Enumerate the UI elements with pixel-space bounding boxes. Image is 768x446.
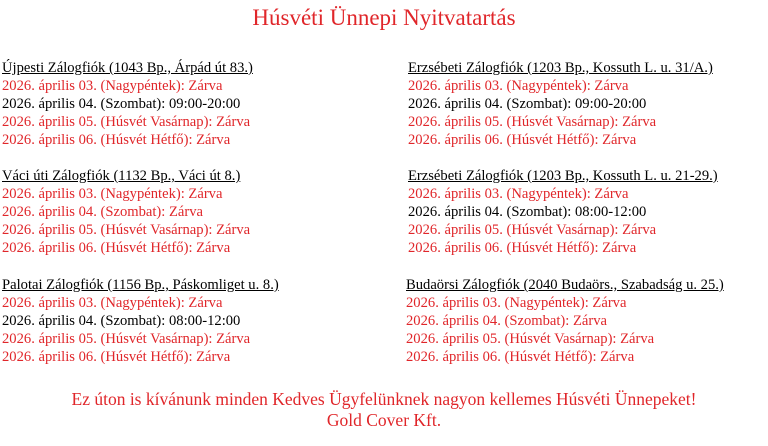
branch-ujpest (2, 59, 253, 149)
branch-vaci (2, 167, 250, 257)
branch-title: Budaörsi Zálogfiók (2040 Budaörs., Szabadság u. 25.) (406, 277, 724, 293)
hours-line: 2026. április 06. (Húsvét Hétfő): Zárva (406, 349, 635, 365)
hours-line: 2026. április 06. (Húsvét Hétfő): Zárva (2, 349, 231, 365)
hours-line: 2026. április 04. (Szombat): Zárva (406, 313, 608, 329)
hours-line: 2026. április 05. (Húsvét Vasárnap): Zárva (406, 331, 655, 347)
hours-line: 2026. április 06. (Húsvét Hétfő): Zárva (408, 132, 637, 148)
hours-line: 2026. április 05. (Húsvét Vasárnap): Zárva (408, 114, 657, 130)
hours-line: 2026. április 03. (Nagypéntek): Zárva (2, 295, 223, 311)
hours-line: 2026. április 03. (Nagypéntek): Zárva (2, 78, 223, 94)
hours-line: 2026. április 06. (Húsvét Hétfő): Zárva (408, 240, 637, 256)
hours-line: 2026. április 05. (Húsvét Vasárnap): Zárva (2, 114, 251, 130)
branch-palotai (2, 276, 279, 366)
branch-erzsebet-21-29 (408, 167, 718, 257)
branch-title: Palotai Zálogfiók (1156 Bp., Páskomliget u. 8.) (2, 277, 279, 293)
company-name: Gold Cover Kft. (326, 410, 442, 430)
closing-message: Ez úton is kívánunk minden Kedves Ügyfelünknek nagyon kellemes Húsvéti Ünnepeket! (71, 389, 697, 409)
branch-budaors (406, 276, 724, 366)
branch-title: Újpesti Zálogfiók (1043 Bp., Árpád út 83.) (2, 60, 253, 76)
hours-line: 2026. április 04. (Szombat): Zárva (2, 204, 204, 220)
hours-line: 2026. április 06. (Húsvét Hétfő): Zárva (2, 132, 231, 148)
hours-line: 2026. április 03. (Nagypéntek): Zárva (408, 186, 629, 202)
hours-line: 2026. április 03. (Nagypéntek): Zárva (2, 186, 223, 202)
hours-line: 2026. április 04. (Szombat): 08:00-12:00 (2, 313, 241, 329)
hours-line: 2026. április 03. (Nagypéntek): Zárva (406, 295, 627, 311)
hours-line: 2026. április 05. (Húsvét Vasárnap): Zárva (2, 222, 251, 238)
branch-erzsebet-31a (408, 59, 713, 149)
hours-line: 2026. április 04. (Szombat): 08:00-12:00 (408, 204, 647, 220)
branch-title: Erzsébeti Zálogfiók (1203 Bp., Kossuth L. u. 31/A.) (408, 60, 713, 76)
branch-title: Váci úti Zálogfiók (1132 Bp., Váci út 8.) (2, 168, 241, 184)
hours-line: 2026. április 03. (Nagypéntek): Zárva (408, 78, 629, 94)
hours-line: 2026. április 04. (Szombat): 09:00-20:00 (2, 96, 241, 112)
branch-title: Erzsébeti Zálogfiók (1203 Bp., Kossuth L. u. 21-29.) (408, 168, 718, 184)
hours-line: 2026. április 06. (Húsvét Hétfő): Zárva (2, 240, 231, 256)
page-title: Húsvéti Ünnepi Nyitvatartás (252, 5, 516, 30)
hours-line: 2026. április 05. (Húsvét Vasárnap): Zárva (408, 222, 657, 238)
hours-line: 2026. április 04. (Szombat): 09:00-20:00 (408, 96, 647, 112)
hours-line: 2026. április 05. (Húsvét Vasárnap): Zárva (2, 331, 251, 347)
